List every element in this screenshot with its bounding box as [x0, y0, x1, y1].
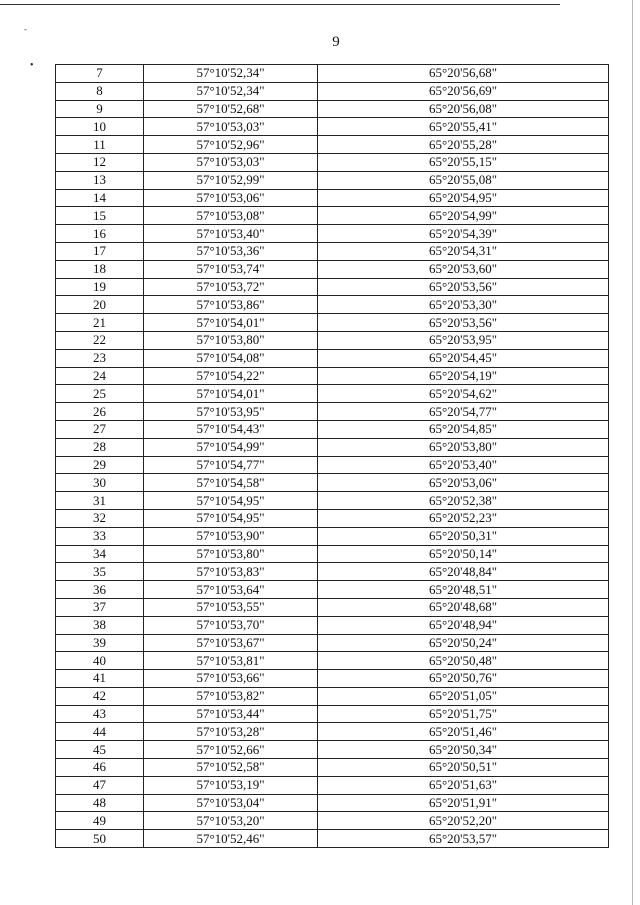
latitude-cell: 57°10'54,22": [144, 367, 318, 385]
table-row: [56, 367, 609, 385]
page-edge-line: [632, 0, 633, 905]
point-number-cell: 23: [56, 349, 144, 367]
latitude-cell: 57°10'53,82": [144, 687, 318, 705]
table-row: [56, 420, 609, 438]
top-border-line: [0, 4, 560, 5]
table-row: [56, 438, 609, 456]
table-row: [56, 509, 609, 527]
latitude-cell: 57°10'52,34": [144, 65, 318, 83]
longitude-cell: 65°20'54,77": [318, 403, 609, 421]
table-row: [56, 385, 609, 403]
latitude-cell: 57°10'53,67": [144, 634, 318, 652]
point-number-cell: 7: [56, 65, 144, 83]
longitude-cell: 65°20'51,63": [318, 776, 609, 794]
point-number-cell: 47: [56, 776, 144, 794]
longitude-cell: 65°20'53,06": [318, 474, 609, 492]
point-number-cell: 31: [56, 492, 144, 510]
point-number-cell: 11: [56, 136, 144, 154]
longitude-cell: 65°20'48,68": [318, 598, 609, 616]
longitude-cell: 65°20'51,75": [318, 705, 609, 723]
longitude-cell: 65°20'55,08": [318, 171, 609, 189]
point-number-cell: 14: [56, 189, 144, 207]
point-number-cell: 36: [56, 581, 144, 599]
latitude-cell: 57°10'53,55": [144, 598, 318, 616]
scan-speck: •: [30, 60, 34, 71]
table-row: [56, 812, 609, 830]
point-number-cell: 15: [56, 207, 144, 225]
table-row: [56, 723, 609, 741]
table-row: [56, 670, 609, 688]
longitude-cell: 65°20'54,99": [318, 207, 609, 225]
longitude-cell: 65°20'50,24": [318, 634, 609, 652]
table-row: [56, 171, 609, 189]
latitude-cell: 57°10'53,03": [144, 153, 318, 171]
table-row: [56, 687, 609, 705]
latitude-cell: 57°10'54,01": [144, 385, 318, 403]
longitude-cell: 65°20'50,76": [318, 670, 609, 688]
point-number-cell: 44: [56, 723, 144, 741]
table-row: [56, 705, 609, 723]
longitude-cell: 65°20'53,30": [318, 296, 609, 314]
longitude-cell: 65°20'56,68": [318, 65, 609, 83]
table-row: [56, 492, 609, 510]
longitude-cell: 65°20'51,05": [318, 687, 609, 705]
point-number-cell: 8: [56, 82, 144, 100]
latitude-cell: 57°10'53,64": [144, 581, 318, 599]
table-row: [56, 100, 609, 118]
longitude-cell: 65°20'52,20": [318, 812, 609, 830]
point-number-cell: 42: [56, 687, 144, 705]
point-number-cell: 28: [56, 438, 144, 456]
longitude-cell: 65°20'53,60": [318, 260, 609, 278]
point-number-cell: 19: [56, 278, 144, 296]
longitude-cell: 65°20'54,85": [318, 420, 609, 438]
point-number-cell: 29: [56, 456, 144, 474]
page-number: 9: [332, 34, 340, 50]
table-row: [56, 153, 609, 171]
table-row: [56, 65, 609, 83]
latitude-cell: 57°10'53,70": [144, 616, 318, 634]
longitude-cell: 65°20'55,41": [318, 118, 609, 136]
point-number-cell: 49: [56, 812, 144, 830]
table-row: [56, 545, 609, 563]
point-number-cell: 16: [56, 225, 144, 243]
table-row: [56, 242, 609, 260]
latitude-cell: 57°10'52,66": [144, 741, 318, 759]
longitude-cell: 65°20'52,23": [318, 509, 609, 527]
coordinates-table: [55, 64, 609, 848]
longitude-cell: 65°20'54,45": [318, 349, 609, 367]
latitude-cell: 57°10'53,06": [144, 189, 318, 207]
point-number-cell: 33: [56, 527, 144, 545]
table-row: [56, 634, 609, 652]
longitude-cell: 65°20'50,51": [318, 759, 609, 777]
table-row: [56, 741, 609, 759]
point-number-cell: 13: [56, 171, 144, 189]
point-number-cell: 48: [56, 794, 144, 812]
point-number-cell: 25: [56, 385, 144, 403]
point-number-cell: 18: [56, 260, 144, 278]
latitude-cell: 57°10'53,80": [144, 331, 318, 349]
longitude-cell: 65°20'53,57": [318, 830, 609, 848]
table-row: [56, 456, 609, 474]
longitude-cell: 65°20'50,34": [318, 741, 609, 759]
longitude-cell: 65°20'52,38": [318, 492, 609, 510]
table-row: [56, 403, 609, 421]
latitude-cell: 57°10'54,95": [144, 492, 318, 510]
longitude-cell: 65°20'53,80": [318, 438, 609, 456]
latitude-cell: 57°10'52,96": [144, 136, 318, 154]
point-number-cell: 30: [56, 474, 144, 492]
longitude-cell: 65°20'48,94": [318, 616, 609, 634]
latitude-cell: 57°10'53,36": [144, 242, 318, 260]
latitude-cell: 57°10'53,95": [144, 403, 318, 421]
longitude-cell: 65°20'56,69": [318, 82, 609, 100]
table-row: [56, 794, 609, 812]
latitude-cell: 57°10'53,20": [144, 812, 318, 830]
longitude-cell: 65°20'54,19": [318, 367, 609, 385]
latitude-cell: 57°10'53,04": [144, 794, 318, 812]
point-number-cell: 12: [56, 153, 144, 171]
latitude-cell: 57°10'52,58": [144, 759, 318, 777]
latitude-cell: 57°10'53,40": [144, 225, 318, 243]
longitude-cell: 65°20'55,28": [318, 136, 609, 154]
longitude-cell: 65°20'54,31": [318, 242, 609, 260]
point-number-cell: 27: [56, 420, 144, 438]
table-row: [56, 830, 609, 848]
point-number-cell: 45: [56, 741, 144, 759]
table-row: [56, 136, 609, 154]
point-number-cell: 10: [56, 118, 144, 136]
longitude-cell: 65°20'48,84": [318, 563, 609, 581]
latitude-cell: 57°10'52,34": [144, 82, 318, 100]
point-number-cell: 32: [56, 509, 144, 527]
latitude-cell: 57°10'53,80": [144, 545, 318, 563]
latitude-cell: 57°10'53,81": [144, 652, 318, 670]
point-number-cell: 46: [56, 759, 144, 777]
latitude-cell: 57°10'54,01": [144, 314, 318, 332]
longitude-cell: 65°20'55,15": [318, 153, 609, 171]
latitude-cell: 57°10'54,99": [144, 438, 318, 456]
latitude-cell: 57°10'54,08": [144, 349, 318, 367]
latitude-cell: 57°10'53,90": [144, 527, 318, 545]
longitude-cell: 65°20'50,48": [318, 652, 609, 670]
point-number-cell: 21: [56, 314, 144, 332]
table-row: [56, 189, 609, 207]
point-number-cell: 34: [56, 545, 144, 563]
table-row: [56, 349, 609, 367]
table-row: [56, 207, 609, 225]
latitude-cell: 57°10'53,74": [144, 260, 318, 278]
point-number-cell: 39: [56, 634, 144, 652]
point-number-cell: 26: [56, 403, 144, 421]
longitude-cell: 65°20'56,08": [318, 100, 609, 118]
table-row: [56, 527, 609, 545]
longitude-cell: 65°20'53,95": [318, 331, 609, 349]
latitude-cell: 57°10'54,43": [144, 420, 318, 438]
point-number-cell: 22: [56, 331, 144, 349]
table-row: [56, 581, 609, 599]
longitude-cell: 65°20'54,62": [318, 385, 609, 403]
point-number-cell: 17: [56, 242, 144, 260]
latitude-cell: 57°10'53,44": [144, 705, 318, 723]
longitude-cell: 65°20'48,51": [318, 581, 609, 599]
table-row: [56, 598, 609, 616]
latitude-cell: 57°10'53,66": [144, 670, 318, 688]
latitude-cell: 57°10'54,77": [144, 456, 318, 474]
latitude-cell: 57°10'53,86": [144, 296, 318, 314]
latitude-cell: 57°10'53,83": [144, 563, 318, 581]
longitude-cell: 65°20'51,46": [318, 723, 609, 741]
point-number-cell: 35: [56, 563, 144, 581]
point-number-cell: 50: [56, 830, 144, 848]
point-number-cell: 40: [56, 652, 144, 670]
table-row: [56, 225, 609, 243]
longitude-cell: 65°20'51,91": [318, 794, 609, 812]
latitude-cell: 57°10'52,46": [144, 830, 318, 848]
point-number-cell: 24: [56, 367, 144, 385]
latitude-cell: 57°10'52,99": [144, 171, 318, 189]
coordinates-table-body: [56, 65, 609, 848]
table-row: [56, 616, 609, 634]
table-row: [56, 563, 609, 581]
scan-speck: ‐: [24, 24, 27, 34]
table-row: [56, 331, 609, 349]
table-row: [56, 474, 609, 492]
latitude-cell: 57°10'54,58": [144, 474, 318, 492]
latitude-cell: 57°10'53,19": [144, 776, 318, 794]
table-row: [56, 759, 609, 777]
table-row: [56, 776, 609, 794]
table-row: [56, 118, 609, 136]
longitude-cell: 65°20'54,39": [318, 225, 609, 243]
point-number-cell: 43: [56, 705, 144, 723]
longitude-cell: 65°20'53,56": [318, 278, 609, 296]
point-number-cell: 20: [56, 296, 144, 314]
longitude-cell: 65°20'50,14": [318, 545, 609, 563]
point-number-cell: 38: [56, 616, 144, 634]
longitude-cell: 65°20'53,40": [318, 456, 609, 474]
latitude-cell: 57°10'53,03": [144, 118, 318, 136]
point-number-cell: 9: [56, 100, 144, 118]
table-row: [56, 314, 609, 332]
table-row: [56, 278, 609, 296]
longitude-cell: 65°20'53,56": [318, 314, 609, 332]
point-number-cell: 37: [56, 598, 144, 616]
latitude-cell: 57°10'52,68": [144, 100, 318, 118]
table-row: [56, 82, 609, 100]
point-number-cell: 41: [56, 670, 144, 688]
longitude-cell: 65°20'54,95": [318, 189, 609, 207]
latitude-cell: 57°10'53,28": [144, 723, 318, 741]
longitude-cell: 65°20'50,31": [318, 527, 609, 545]
table-row: [56, 260, 609, 278]
table-row: [56, 296, 609, 314]
latitude-cell: 57°10'54,95": [144, 509, 318, 527]
latitude-cell: 57°10'53,72": [144, 278, 318, 296]
latitude-cell: 57°10'53,08": [144, 207, 318, 225]
table-row: [56, 652, 609, 670]
